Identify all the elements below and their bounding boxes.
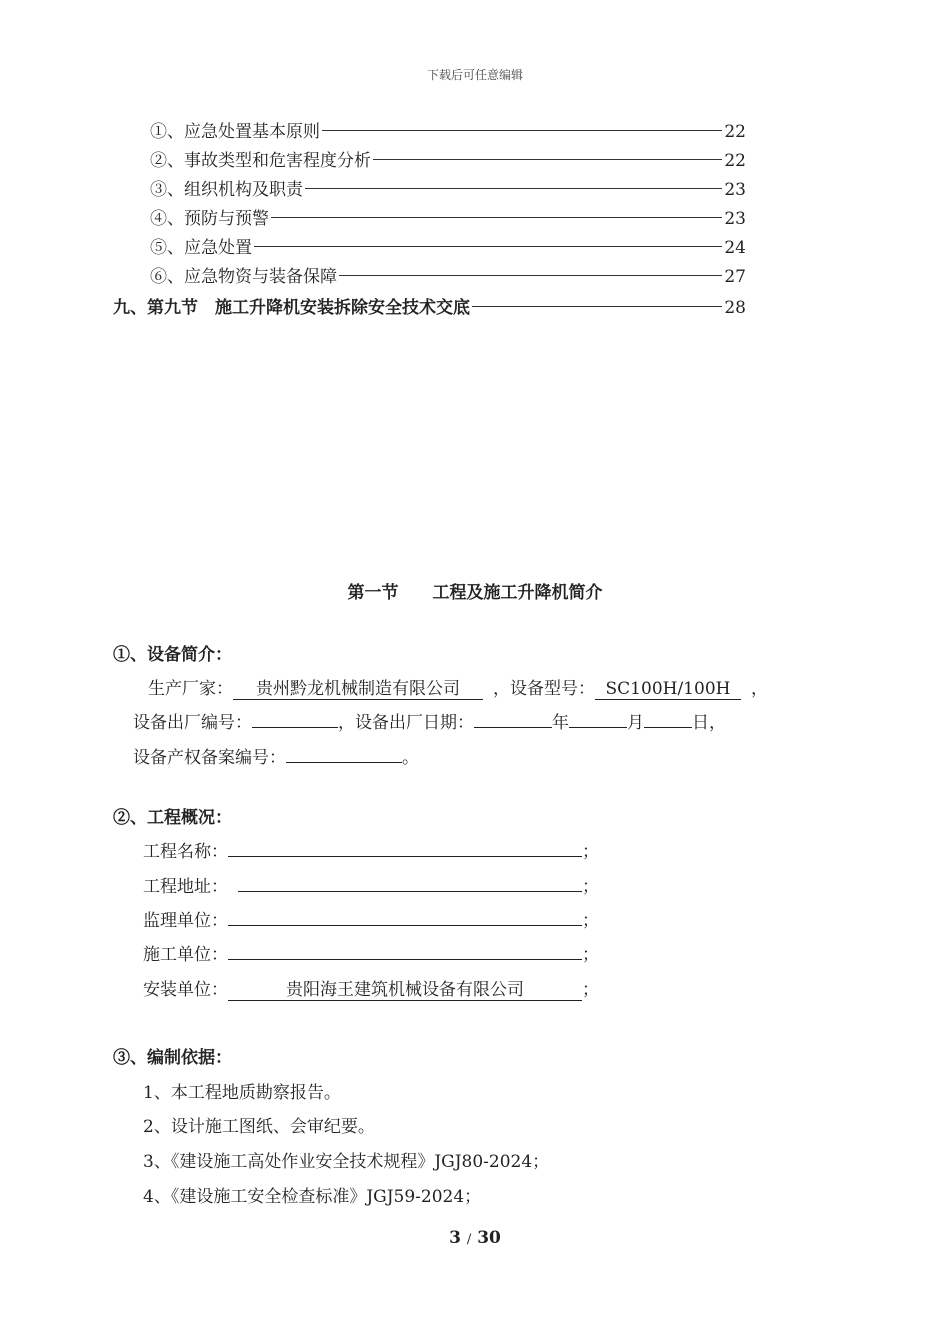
field-label: 施工单位： — [143, 945, 228, 965]
project-field — [143, 837, 599, 862]
record-value[interactable] — [286, 762, 402, 763]
basis-item: 1、本工程地质勘察报告。 — [143, 1083, 341, 1103]
toc-leader — [305, 188, 722, 189]
toc-item[interactable] — [150, 234, 746, 263]
toc-item-page: 22 — [724, 122, 746, 142]
field-end: ； — [582, 911, 599, 931]
toc-item-label: ②、事故类型和危害程度分析 — [150, 151, 371, 171]
field-value[interactable]: 贵阳海王建筑机械设备有限公司 — [228, 980, 582, 1001]
toc-item[interactable] — [150, 147, 746, 176]
page-current: 3 — [449, 1228, 461, 1248]
month-value[interactable] — [569, 727, 627, 728]
toc-leader — [271, 217, 722, 218]
field-label: 工程名称： — [143, 842, 228, 862]
basis-item: 2、设计施工图纸、会审纪要。 — [143, 1117, 375, 1137]
toc-main-page: 28 — [724, 298, 746, 318]
page-separator: / — [466, 1232, 472, 1247]
model-value[interactable]: SC100H/100H — [595, 679, 741, 700]
toc-leader — [472, 306, 722, 307]
toc-item[interactable] — [150, 263, 746, 292]
toc-main-item[interactable] — [113, 294, 746, 323]
toc-item-page: 23 — [724, 180, 746, 200]
field-end: ； — [582, 877, 599, 897]
toc-item-label: ⑥、应急物资与装备保障 — [150, 267, 337, 287]
toc-leader — [254, 246, 722, 247]
maker-line — [148, 674, 768, 700]
toc-item-page: 23 — [724, 209, 746, 229]
field-value[interactable] — [238, 891, 582, 892]
month-label: 月 — [627, 713, 644, 733]
basis-item: 4、《建设施工安全检查标准》JGJ59-2024； — [143, 1187, 482, 1207]
project-field — [143, 906, 599, 931]
year-value[interactable] — [474, 727, 552, 728]
day-label: 日， — [692, 713, 726, 733]
section-title: 第一节 工程及施工升降机简介 — [347, 583, 603, 603]
toc-item[interactable] — [150, 118, 746, 147]
field-value[interactable] — [228, 959, 582, 960]
serial-label: 设备出厂编号： — [133, 713, 252, 733]
toc-item-page: 24 — [724, 238, 746, 258]
model-label: ，设备型号： — [493, 679, 595, 699]
record-label: 设备产权备案编号： — [133, 748, 286, 768]
record-line — [133, 743, 419, 768]
record-end: 。 — [402, 748, 419, 768]
field-end: ； — [582, 945, 599, 965]
project-field — [143, 940, 599, 965]
toc-item-page: 27 — [724, 267, 746, 287]
page-number — [0, 1228, 950, 1248]
toc-item-label: ④、预防与预警 — [150, 209, 269, 229]
field-value[interactable] — [228, 856, 582, 857]
page-header: 下载后可任意编辑 — [426, 68, 523, 82]
field-end: ； — [582, 980, 599, 1000]
field-label: 安装单位： — [143, 980, 228, 1000]
toc-item-label: ③、组织机构及职责 — [150, 180, 303, 200]
field-value[interactable] — [228, 925, 582, 926]
toc-leader — [373, 159, 722, 160]
maker-value[interactable]: 贵州黔龙机械制造有限公司 — [233, 679, 483, 700]
serial-value[interactable] — [252, 727, 338, 728]
toc-item-label: ⑤、应急处置 — [150, 238, 252, 258]
day-value[interactable] — [644, 727, 692, 728]
serial-line — [133, 708, 726, 733]
field-label: 监理单位： — [143, 911, 228, 931]
basis-item: 3、《建设施工高处作业安全技术规程》JGJ80-2024； — [143, 1152, 550, 1172]
project-field — [143, 975, 599, 1001]
toc-leader — [322, 130, 722, 131]
toc-leader — [339, 275, 722, 276]
toc-main-label: 九、第九节 施工升降机安装拆除安全技术交底 — [113, 298, 470, 318]
date-label: ，设备出厂日期： — [338, 713, 474, 733]
maker-label: 生产厂家： — [148, 679, 233, 699]
toc-item-label: ①、应急处置基本原则 — [150, 122, 320, 142]
toc-item-page: 22 — [724, 151, 746, 171]
project-heading: ②、工程概况： — [113, 808, 232, 828]
basis-heading: ③、编制依据： — [113, 1048, 232, 1068]
toc-item[interactable] — [150, 205, 746, 234]
year-label: 年 — [552, 713, 569, 733]
model-end: ， — [751, 679, 768, 699]
field-label: 工程地址： — [143, 877, 228, 897]
equipment-heading: ①、设备简介： — [113, 645, 232, 665]
page-total: 30 — [477, 1228, 501, 1248]
project-field — [143, 872, 599, 897]
toc-item[interactable] — [150, 176, 746, 205]
field-end: ； — [582, 842, 599, 862]
